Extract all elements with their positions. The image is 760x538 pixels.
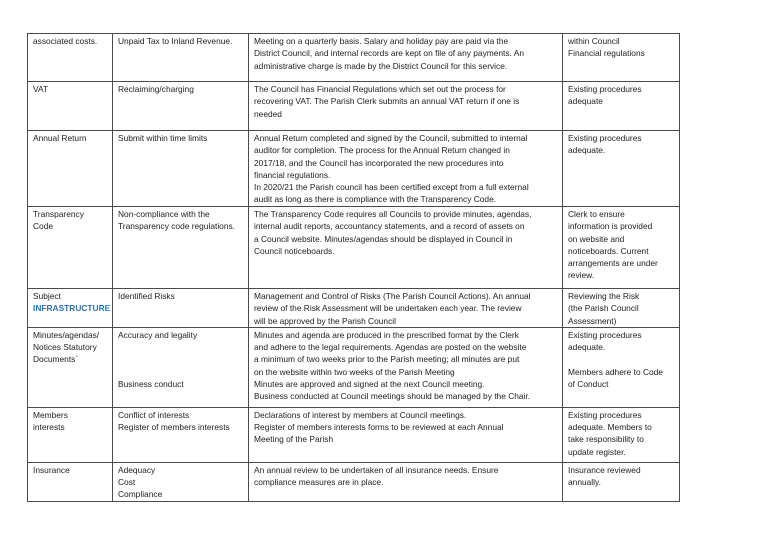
subject-cell — [28, 462, 113, 501]
subject-cell — [28, 34, 113, 82]
cell-text-line: Existing procedures — [568, 409, 642, 420]
cell-text-line: Members adhere to Code — [568, 366, 663, 377]
cell-text-line: In 2020/21 the Parish council has been certified except from a full external — [254, 182, 529, 193]
cell-text-line: Transparency code regulations. — [118, 221, 236, 232]
cell-text-line: adequate. — [568, 145, 606, 156]
risk-cell — [113, 407, 249, 462]
cell-text-line: internal audit reports, accountancy statements, and a record of assets on — [254, 221, 525, 232]
cell-text-line: VAT — [33, 84, 49, 94]
cell-text-line: An annual review to be undertaken of all insurance needs. Ensure — [254, 464, 499, 475]
cell-text-line: on website and — [568, 233, 625, 244]
cell-text-line: Management and Control of Risks (The Parish Council Actions). An annual — [254, 291, 531, 301]
subject-cell — [28, 207, 113, 289]
blank-line — [118, 366, 244, 378]
risk-cell — [113, 462, 249, 501]
cell-text-line: Annual Return — [33, 133, 87, 143]
cell-text-line: Members — [33, 409, 68, 420]
cell-text-line: a minimum of two weeks prior to the Parish meeting; all minutes are put — [254, 354, 520, 365]
management-cell — [249, 289, 563, 328]
cell-text-line: financial regulations. — [254, 169, 331, 180]
table-row — [28, 131, 680, 207]
cell-text-line: Cost — [118, 477, 136, 488]
cell-text-line: administrative charge is made by the District Council for this service. — [254, 60, 508, 71]
table-row — [28, 327, 680, 407]
blank-line — [118, 341, 244, 353]
cell-text-line: Existing procedures — [568, 133, 642, 143]
cell-text-line: Transparency — [33, 209, 84, 219]
cell-text-line: interests — [33, 422, 65, 433]
cell-text-line: Register of members interests — [118, 422, 230, 433]
cell-text-line: Unpaid Tax to Inland Revenue. — [118, 36, 233, 46]
cell-text-line: within Council — [568, 36, 620, 46]
cell-text-line: Business conducted at Council meetings should be managed by the Chair. — [254, 391, 531, 402]
cell-text-line: noticeboards. Current — [568, 245, 649, 256]
cell-text-line: on the website within two weeks of the Parish Meeting — [254, 366, 455, 377]
cell-text-line: The Transparency Code requires all Councils to provide minutes, agendas, — [254, 209, 532, 219]
risk-cell — [113, 34, 249, 82]
cell-text-line: Submit within time limits — [118, 133, 208, 143]
cell-text-line: Minutes/agendas/ — [33, 329, 100, 340]
management-cell — [249, 407, 563, 462]
subject-cell — [28, 327, 113, 407]
table-row — [28, 207, 680, 289]
review-cell — [563, 289, 680, 328]
risk-cell — [113, 327, 249, 407]
table-row — [28, 407, 680, 462]
cell-text-line: Clerk to ensure — [568, 209, 625, 219]
cell-text-line: take responsibility to — [568, 434, 644, 445]
table-row — [28, 34, 680, 82]
cell-text-line: Insurance — [33, 464, 70, 475]
management-cell — [249, 462, 563, 501]
subject-cell — [28, 82, 113, 131]
cell-text-line: Compliance — [118, 489, 163, 500]
cell-text-line: review. — [568, 270, 595, 281]
cell-text-line: Register of members interests forms to be reviewed at each Annual — [254, 422, 504, 433]
cell-text-line: compliance measures are in place. — [254, 477, 384, 488]
cell-text-line: Business conduct — [118, 379, 184, 390]
cell-text-line: adequate. Members to — [568, 422, 652, 433]
cell-text-line: Council noticeboards. — [254, 245, 335, 256]
cell-text-line: auditor for completion. The process for the Annual Return changed in — [254, 145, 510, 156]
management-cell — [249, 207, 563, 289]
review-cell — [563, 462, 680, 501]
review-cell — [563, 34, 680, 82]
review-cell — [563, 407, 680, 462]
cell-text-line: (the Parish Council — [568, 303, 639, 314]
cell-text-line: Conflict of interests — [118, 409, 190, 420]
cell-text-line: annually. — [568, 477, 601, 488]
cell-text-line: recovering VAT. The Parish Clerk submits an annual VAT return if one is — [254, 96, 520, 107]
cell-text-line: a Council website. Minutes/agendas should be displayed in Council in — [254, 233, 513, 244]
subject-cell — [28, 131, 113, 207]
cell-text-line: Subject — [33, 291, 61, 301]
cell-text-line: review of the Risk Assessment will be undertaken each year. The review — [254, 303, 522, 314]
cell-text-line: 2017/18, and the Council has incorporated the new procedures into — [254, 157, 504, 168]
cell-text-line: Identified Risks — [118, 291, 175, 301]
cell-text-line: Meeting on a quarterly basis. Salary and holiday pay are paid via the — [254, 36, 509, 46]
cell-text-line: Non-compliance with the — [118, 209, 210, 219]
risk-assessment-table — [27, 33, 680, 502]
cell-text-line: Annual Return completed and signed by the Council, submitted to internal — [254, 133, 528, 143]
blank-line — [118, 353, 244, 365]
management-cell — [249, 82, 563, 131]
subject-cell — [28, 289, 113, 328]
risk-cell — [113, 131, 249, 207]
cell-text-line: Meeting of the Parish — [254, 434, 334, 445]
risk-cell — [113, 82, 249, 131]
cell-text-line: Existing procedures — [568, 329, 642, 340]
cell-text-line: update register. — [568, 446, 626, 457]
subject-highlight: INFRASTRUCTURE — [33, 303, 111, 314]
risk-cell — [113, 289, 249, 328]
table-body — [28, 34, 680, 502]
cell-text-line: Notices Statutory — [33, 342, 97, 353]
cell-text-line: Financial regulations — [568, 48, 645, 59]
table-row — [28, 82, 680, 131]
table-row — [28, 289, 680, 328]
cell-text-line: adequate — [568, 96, 603, 107]
risk-cell — [113, 207, 249, 289]
cell-text-line: Minutes are approved and signed at the next Council meeting. — [254, 379, 485, 390]
cell-text-line: The Council has Financial Regulations which set out the process for — [254, 84, 506, 94]
cell-text-line: audit as long as there is compliance with the Transparency Code. — [254, 194, 497, 205]
cell-text-line: District Council, and internal records are kept on file of any payments. An — [254, 48, 524, 59]
cell-text-line: Minutes and agenda are produced in the prescribed format by the Clerk — [254, 329, 519, 340]
cell-text-line: information is provided — [568, 221, 653, 232]
cell-text-line: will be approved by the Parish Council — [254, 315, 396, 326]
cell-text-line: adequate. — [568, 342, 606, 353]
cell-text-line: Reclaiming/charging — [118, 84, 194, 94]
cell-text-line: Existing procedures — [568, 84, 642, 94]
cell-text-line: Declarations of interest by members at Council meetings. — [254, 409, 467, 420]
cell-text-line: of Conduct — [568, 379, 609, 390]
cell-text-line: arrangements are under — [568, 258, 658, 269]
cell-text-line: Assessment) — [568, 315, 617, 326]
management-cell — [249, 327, 563, 407]
review-cell — [563, 82, 680, 131]
cell-text-line: associated costs. — [33, 36, 98, 46]
review-cell — [563, 207, 680, 289]
blank-line — [568, 353, 675, 365]
cell-text-line: Insurance reviewed — [568, 464, 641, 475]
cell-text-line: Documents` — [33, 354, 79, 365]
review-cell — [563, 327, 680, 407]
management-cell — [249, 34, 563, 82]
cell-text-line: and adhere to the legal requirements. Agendas are posted on the website — [254, 342, 527, 353]
cell-text-line: needed — [254, 108, 282, 119]
cell-text-line: Adequacy — [118, 464, 156, 475]
table-row — [28, 462, 680, 501]
cell-text-line: Code — [33, 221, 54, 232]
cell-text-line: Reviewing the Risk — [568, 291, 640, 301]
cell-text-line: Accuracy and legality — [118, 329, 198, 340]
management-cell — [249, 131, 563, 207]
subject-cell — [28, 407, 113, 462]
review-cell — [563, 131, 680, 207]
